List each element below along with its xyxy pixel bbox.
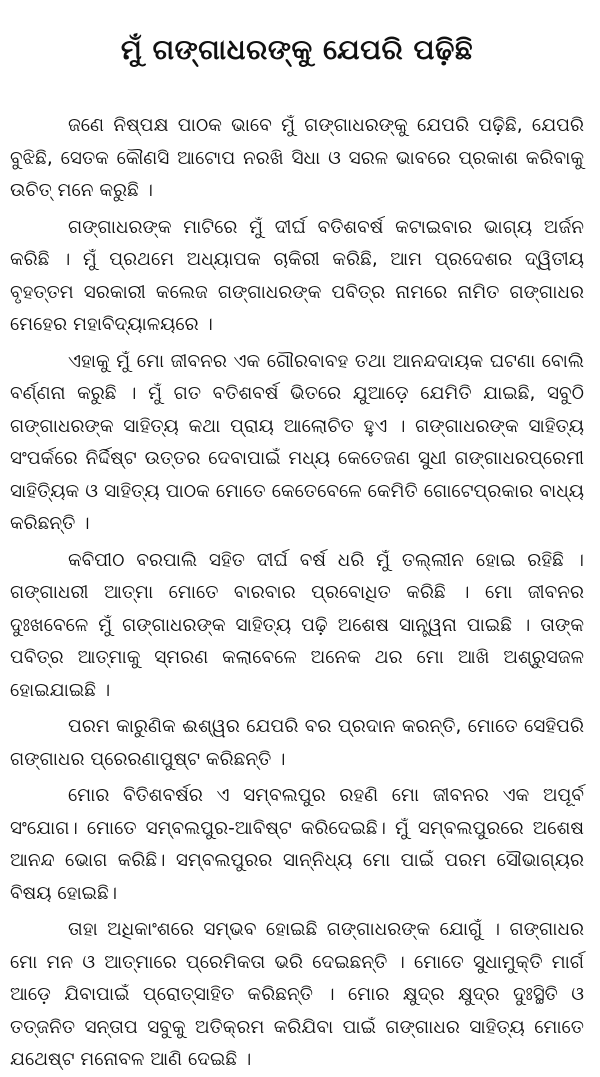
paragraph-1: ଜଣେ ନିଷ୍ପକ୍ଷ ପାଠକ ଭାବେ ମୁଁ ଗଙ୍ଗାଧରଙ୍କୁ ଯେପରି ପଢ଼ିଛି, ଯେପରି ବୁଝିଛି, ସେତକ କୌଣସି ଆଟୋପ ନରଖି ସିଧା ଓ ସରଳ ଭାବରେ ପ୍ରକାଶ କରିବାକୁ ଉଚିତ୍ ମନେ କରୁଛି । [10,115,584,201]
paragraph-4: କବିପୀଠ ବରପାଲି ସହିତ ଦୀର୍ଘ ବର୍ଷ ଧରି ମୁଁ ତଲ୍ଲୀନ ହୋଇ ରହିଛି । ଗଙ୍ଗାଧରୀ ଆତ୍ମା ମୋତେ ବାରବାର ପ୍ରବୋଧିତ କରିଛି । ମୋ ଜୀବନର ଦୁଃଖବେଳେ ମୁଁ ଗଙ୍ଗାଧରଙ୍କ ସାହିତ୍ୟ ପଢ଼ି ଅଶେଷ ସାନ୍ତ୍ୱନା ପାଇଛି । ତାଙ୍କ ପବିତ୍ର ଆତ୍ମାକୁ ସ୍ମରଣ କଲାବେଳେ ଅନେକ ଥର ମୋ ଆଖି ଅଶ୍ରୁସଜଳ ହୋଇଯାଇଛି । [10,549,584,701]
paragraph-6: ମୋର ବିତିଶବର୍ଷର ଏ ସମ୍ବଲପୁର ରହଣି ମୋ ଜୀବନର ଏକ ଅପୂର୍ବ ସଂଯୋଗ। ମୋତେ ସମ୍ବଲପୁର-ଆବିଷ୍ଟ କରିଦେଇଛି। ମୁଁ ସମ୍ବଲପୁରରେ ଅଶେଷ ଆନନ୍ଦ ଭୋଗ କରିଛି। ସମ୍ବଲପୁରର ସାନ୍ନିଧ୍ୟ ମୋ ପାଇଁ ପରମ ସୌଭାଗ୍ୟର ବିଷୟ ହୋଇଛି। [10,785,584,904]
paragraph-5: ପରମ କାରୁଣିକ ଈଶ୍ୱର ଯେପରି ବର ପ୍ରଦାନ କରନ୍ତି, ମୋତେ ସେହିପରି ଗଙ୍ଗାଧର ପ୍ରେରଣାପୁଷ୍ଟ କରିଛନ୍ତି । [10,716,584,770]
paragraph-3: ଏହାକୁ ମୁଁ ମୋ ଜୀବନର ଏକ ଗୌରବାବହ ତଥା ଆନନ୍ଦଦାୟକ ଘଟଣା ବୋଲି ବର୍ଣ୍ଣନା କରୁଛି । ମୁଁ ଗତ ବତିଶବର୍ଷ ଭିତରେ ଯୁଆଡ଼େ ଯେମିତି ଯାଇଛି, ସବୁଠି ଗଙ୍ଗାଧରଙ୍କ ସାହିତ୍ୟ କଥା ପ୍ରାୟ ଆଲୋଚିତ ହୁଏ । ଗଙ୍ଗାଧରଙ୍କ ସାହିତ୍ୟ ସଂପର୍କରେ ନିର୍ଦ୍ଦିଷ୍ଟ ଉତ୍ତର ଦେବାପାଇଁ ମଧ୍ୟ କେତେଜଣ ସୁଧୀ ଗଙ୍ଗାଧରପ୍ରେମୀ ସାହିତ୍ୟିକ ଓ ସାହିତ୍ୟ ପାଠକ ମୋତେ କେତେବେଳେ କେମିତି ଗୋଟେପ୍ରକାର ବାଧ୍ୟ କରିଛନ୍ତି । [10,350,584,534]
paragraph-7: ତାହା ଅଧିକାଂଶରେ ସମ୍ଭବ ହୋଇଛି ଗଙ୍ଗାଧରଙ୍କ ଯୋଗୁଁ । ଗଙ୍ଗାଧର ମୋ ମନ ଓ ଆତ୍ମାରେ ପ୍ରେମିକତା ଭରି ଦେଇଛନ୍ତି । ମୋତେ ସୁଧାମୁକ୍ତି ମାର୍ଗ ଆଡ଼େ ଯିବାପାଇଁ ପ୍ରୋତ୍ସାହିତ କରିଛନ୍ତି । ମୋର କ୍ଷୁଦ୍ର କ୍ଷୁଦ୍ର ଦୁଃସ୍ଥିତି ଓ ତତ୍ଜନିତ ସନ୍ତାପ ସବୁକୁ ଅତିକ୍ରମ କରିଯିବା ପାଇଁ ଗଙ୍ଗାଧର ସାହିତ୍ୟ ମୋତେ ଯଥେଷ୍ଟ ମନୋବଳ ଆଣି ଦେଇଛି । [10,919,584,1070]
page-title: ମୁଁ ଗଙ୍ଗାଧରଙ୍କୁ ଯେପରି ପଢ଼ିଛି [120,33,474,66]
paragraph-2: ଗଙ୍ଗାଧରଙ୍କ ମାଟିରେ ମୁଁ ଦୀର୍ଘ ବତିଶବର୍ଷ କଟାଇବାର ଭାଗ୍ୟ ଅର୍ଜନ କରିଛି । ମୁଁ ପ୍ରଥମେ ଅଧ୍ୟାପକ ଚାକିରୀ କରିଛି, ଆମ ପ୍ରଦେଶର ଦ୍ୱିତୀୟ ବୃହତ୍ତମ ସରକାରୀ କଲେଜ ଗଙ୍ଗାଧରଙ୍କ ପବିତ୍ର ନାମରେ ନାମିତ ଗଙ୍ଗାଧର ମେହେର ମହାବିଦ୍ୟାଳୟରେ । [10,216,584,335]
